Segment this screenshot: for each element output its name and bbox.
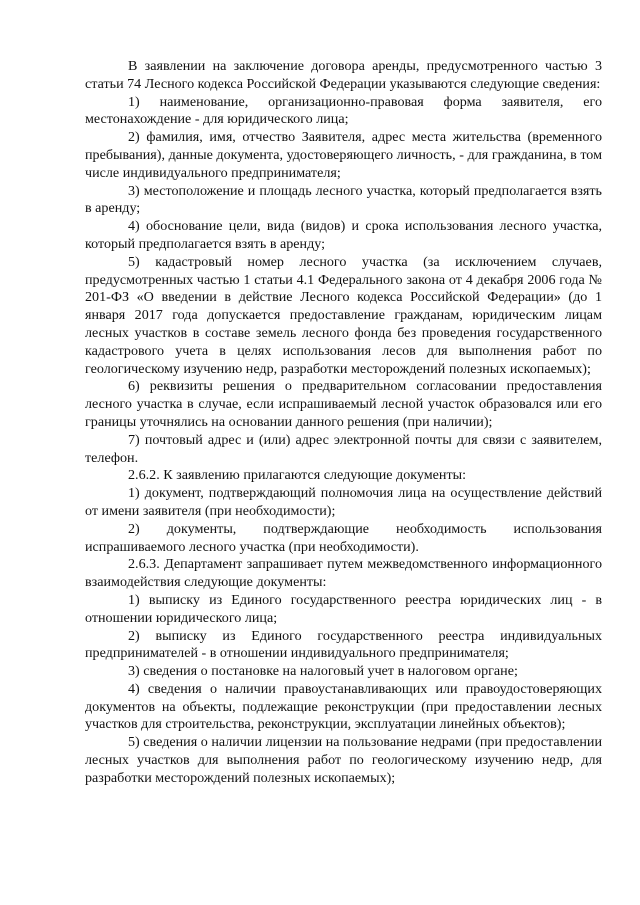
paragraph-item-6: 6) реквизиты решения о предварительном согласовании предоставления лесного участка в случае, если испрашиваемый лесной участок образовался или его границы уточнялись на основании данного решения (при наличии); bbox=[85, 378, 602, 430]
section-2-6-3-heading: 2.6.3. Департамент запрашивает путем межведомственного информационного взаимодействия следующие документы: bbox=[85, 556, 602, 591]
paragraph-attachment-2: 2) документы, подтверждающие необходимость использования испрашиваемого лесного участка (при необходимости). bbox=[85, 520, 602, 555]
paragraph-item-3: 3) местоположение и площадь лесного участка, который предполагается взять в аренду; bbox=[85, 182, 602, 217]
paragraph-request-1: 1) выписку из Единого государственного реестра юридических лиц - в отношении юридического лица; bbox=[85, 591, 602, 626]
paragraph-item-7: 7) почтовый адрес и (или) адрес электронной почты для связи с заявителем, телефон. bbox=[85, 431, 602, 466]
paragraph-intro: В заявлении на заключение договора аренды, предусмотренного частью 3 статьи 74 Лесного кодекса Российской Федерации указываются следующие сведения: bbox=[85, 58, 602, 92]
paragraph-item-2: 2) фамилия, имя, отчество Заявителя, адрес места жительства (временного пребывания), данные документа, удостоверяющего личность, - для гражданина, в том числе индивидуального предпринимателя; bbox=[85, 129, 602, 181]
paragraph-item-5: 5) кадастровый номер лесного участка (за исключением случаев, предусмотренных частью 1 статьи 4.1 Федерального закона от 4 декабря 2006 года № 201-ФЗ «О введении в действие Лесного кодекса Российской Федерации» (до 1 января 2017 года допускается предоставление гражданам, юридическим лицам лесных участков в составе земель лесного фонда без проведения государственного кадастрового учета в целях использования лесов для выполнения работ по геологическому изучению недр, разработки месторождений полезных ископаемых); bbox=[85, 253, 602, 377]
paragraph-request-2: 2) выписку из Единого государственного реестра индивидуальных предпринимателей - в отношении индивидуального предпринимателя; bbox=[85, 627, 602, 662]
paragraph-request-3: 3) сведения о постановке на налоговый учет в налоговом органе; bbox=[128, 663, 518, 680]
document-page bbox=[85, 58, 602, 788]
paragraph-item-4: 4) обоснование цели, вида (видов) и срока использования лесного участка, который предполагается взять в аренду; bbox=[85, 218, 602, 252]
paragraph-item-1: 1) наименование, организационно-правовая форма заявителя, его местонахождение - для юридического лица; bbox=[85, 93, 602, 128]
paragraph-attachment-1: 1) документ, подтверждающий полномочия лица на осуществление действий от имени заявителя (при необходимости); bbox=[85, 485, 602, 519]
paragraph-request-4: 4) сведения о наличии правоустанавливающих или правоудостоверяющих документов на объекты, подлежащие реконструкции (при предоставлении лесных участков для строительства, реконструкции, эксплуатации линейных объектов); bbox=[85, 680, 602, 733]
paragraph-request-5: 5) сведения о наличии лицензии на пользование недрами (при предоставлении лесных участков для выполнения работ по геологическому изучению недр, для разработки месторождений полезных ископаемых); bbox=[85, 734, 602, 786]
section-2-6-2-heading: 2.6.2. К заявлению прилагаются следующие документы: bbox=[128, 467, 467, 484]
